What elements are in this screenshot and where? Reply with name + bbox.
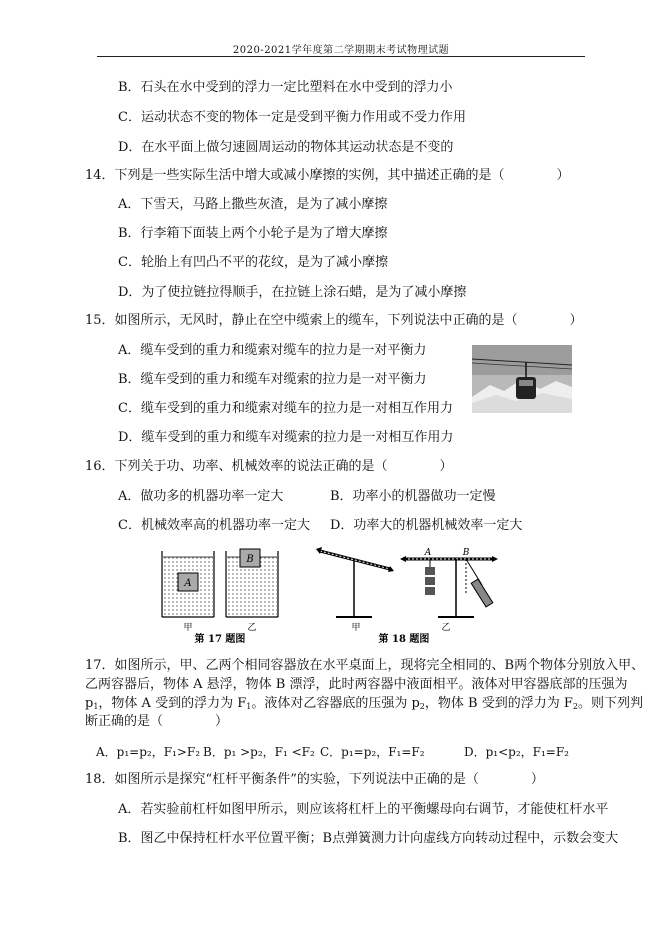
q13-option-c: C．运动状态不变的物体一定是受到平衡力作用或不受力作用 [118, 110, 466, 125]
q17-tail: 。则下列判 [577, 696, 643, 711]
q17-f2-sub: 2 [572, 702, 578, 711]
q18-option-a: A．若实验前杠杆如图甲所示，则应该将杠杆上的平衡螺母向右调节，才能使杠杆水平 [118, 802, 609, 817]
q16-option-d: D．功率大的机器机械效率一定大 [330, 518, 523, 533]
q17-f1-sub: 1 [246, 702, 252, 711]
fig18-caption: 第 18 题图 [378, 634, 430, 643]
fig18-label-b: B [462, 548, 470, 558]
q16-stem: 16．下列关于功、功率、机械效率的说法正确的是（ ） [85, 459, 453, 474]
q17-p1: p [85, 696, 94, 711]
q17-stem-line3 [85, 696, 643, 715]
fig17-label-a: A [184, 578, 192, 589]
q16-option-a: A．做功多的机器功率一定大 [118, 489, 284, 504]
fig17-label-b: B [246, 554, 254, 565]
cable-car-photo [472, 345, 572, 413]
q17-f2-text: ，物体 B 受到的浮力为 F [424, 696, 573, 711]
q15-stem: 15．如图所示，无风时，静止在空中缆索上的缆车，下列说法中正确的是（ ） [85, 313, 583, 328]
q17-option-c: C．p₁=p₂，F₁=F₂ [320, 745, 425, 759]
q17-stem-line4: 断正确的是（ ） [85, 714, 229, 729]
q15-option-b: B．缆车受到的重力和缆车对缆索的拉力是一对平衡力 [118, 372, 427, 387]
fig18-lever-yi [400, 556, 498, 617]
fig17-jia: 甲 [183, 623, 193, 633]
q16-option-c: C．机械效率高的机器功率一定大 [118, 518, 310, 533]
q14-option-c: C．轮胎上有凹凸不平的花纹，是为了减小摩擦 [118, 255, 388, 270]
q17-option-b: B．p₁ >p₂，F₁ <F₂ [203, 745, 315, 759]
fig18-yi: 乙 [441, 623, 451, 633]
header-rule [97, 56, 585, 57]
q14-option-d: D．为了使拉链拉得顺手，在拉链上涂石蜡，是为了减小摩擦 [118, 285, 467, 300]
q17-p2-sub: 2 [419, 702, 425, 711]
q16-option-b: B．功率小的机器做功一定慢 [330, 489, 496, 504]
fig17-yi: 乙 [247, 623, 257, 633]
q17-p1-sub: 1 [93, 702, 99, 711]
fig17-caption: 第 17 题图 [194, 634, 246, 643]
page-header: 2020-2021学年度第二学期期末考试物理试题 [232, 45, 450, 56]
q17-f1-text: ，物体 A 受到的浮力为 F [98, 696, 247, 711]
q15-option-a: A．缆车受到的重力和缆索对缆车的拉力是一对平衡力 [118, 343, 427, 358]
q17-option-a: A．p₁=p₂，F₁>F₂ [96, 745, 201, 759]
fig18-jia: 甲 [351, 623, 361, 633]
q17-p2-text: 。液体对乙容器底的压强为 p [251, 696, 420, 711]
q14-option-a: A．下雪天，马路上撒些灰渣，是为了减小摩擦 [118, 197, 388, 212]
q14-stem: 14．下列是一些实际生活中增大或减小摩擦的实例，其中描述正确的是（ ） [85, 168, 570, 183]
fig18-lever-jia [316, 547, 394, 617]
q13-option-d: D．在水平面上做匀速圆周运动的物体其运动状态是不变的 [118, 140, 454, 155]
figures-17-18 [156, 545, 516, 643]
q13-option-b: B．石头在水中受到的浮力一定比塑料在水中受到的浮力小 [118, 80, 453, 95]
q18-option-b: B．图乙中保持杠杆水平位置平衡；B点弹簧测力计向虚线方向转动过程中，示数会变大 [118, 831, 619, 846]
q17-stem-line1: 17．如图所示，甲、乙两个相同容器放在水平桌面上，现将完全相同的、B两个物体分别放入甲、 [85, 658, 645, 673]
q17-stem-line2: 乙两容器后，物体 A 悬浮，物体 B 漂浮，此时两容器中液面相平。液体对甲容器底部的压强为 [85, 677, 628, 692]
q18-stem: 18．如图所示是探究“杠杆平衡条件”的实验，下列说法中正确的是（ ） [85, 772, 544, 787]
fig18-label-a: A [424, 548, 432, 558]
q17-option-d: D．p₁<p₂，F₁=F₂ [464, 745, 569, 759]
q15-option-c: C．缆车受到的重力和缆索对缆车的拉力是一对相互作用力 [118, 401, 453, 416]
q14-option-b: B．行李箱下面装上两个小轮子是为了增大摩擦 [118, 226, 388, 241]
q15-option-d: D．缆车受到的重力和缆车对缆索的拉力是一对相互作用力 [118, 430, 454, 445]
